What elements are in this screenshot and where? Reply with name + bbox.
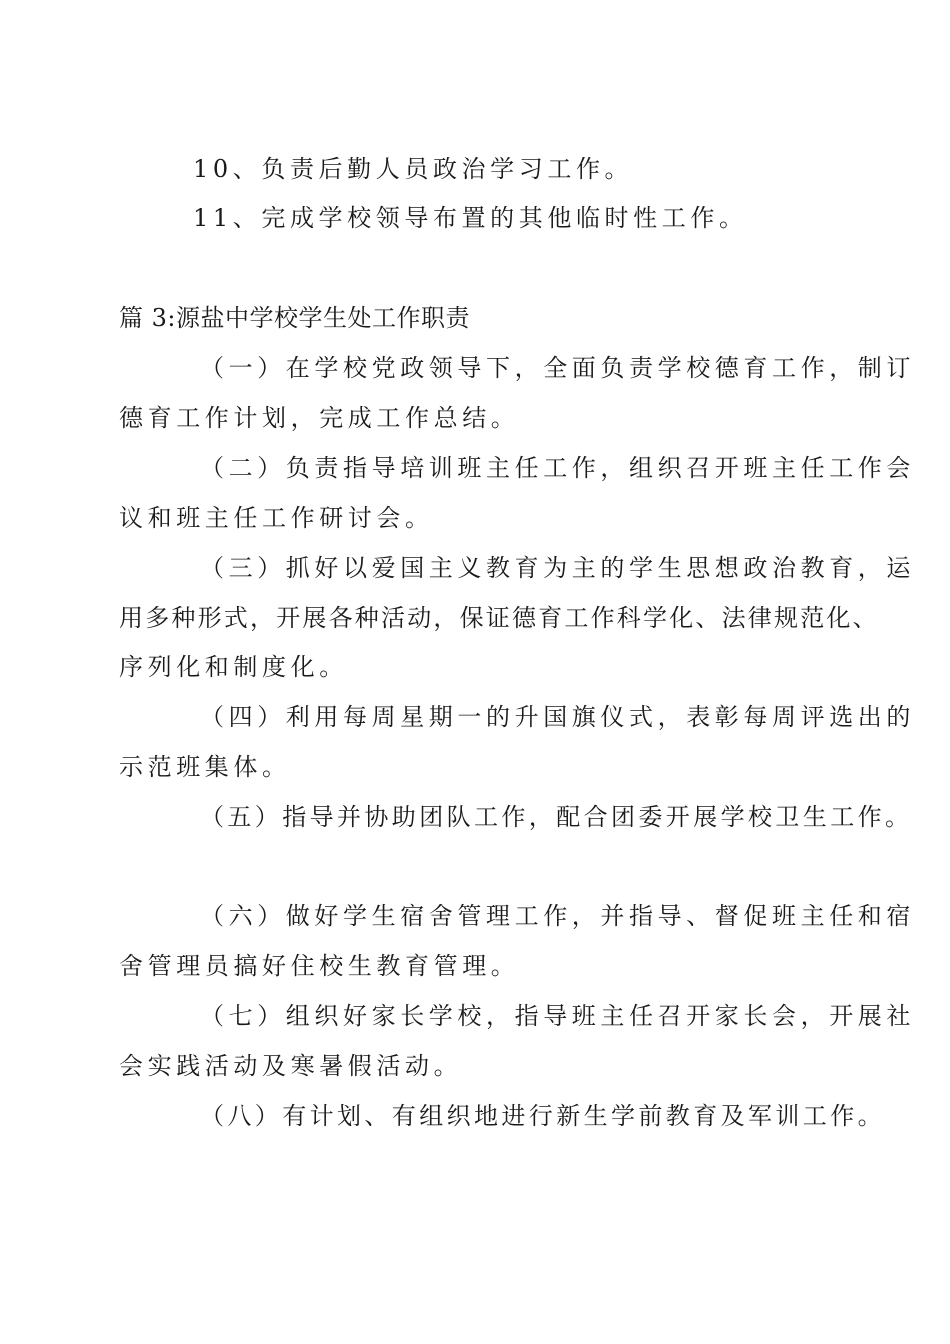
paragraph-2-line-2: 议和班主任工作研讨会。 <box>119 504 434 532</box>
paragraph-8-line-1: （八）有计划、有组织地进行新生学前教育及军训工作。 <box>200 1102 885 1130</box>
item-11-line: 11、完成学校领导布置的其他临时性工作。 <box>193 204 748 232</box>
paragraph-4-line-1: （四）利用每周星期一的升国旗仪式，表彰每周评选出的 <box>200 703 915 731</box>
paragraph-5-line-1: （五）指导并协助团队工作，配合团委开展学校卫生工作。 <box>200 803 913 831</box>
item-10-line: 10、负责后勤人员政治学习工作。 <box>193 155 634 183</box>
paragraph-3-line-1: （三）抓好以爱国主义教育为主的学生思想政治教育，运 <box>200 554 915 582</box>
paragraph-3-line-3: 序列化和制度化。 <box>119 653 348 681</box>
paragraph-1-line-1: （一）在学校党政领导下，全面负责学校德育工作，制订 <box>200 354 915 382</box>
section-heading: 篇 3:源盐中学校学生处工作职责 <box>119 304 470 332</box>
paragraph-3-line-2: 用多种形式，开展各种活动，保证德育工作科学化、法律规范化、 <box>119 604 879 632</box>
paragraph-4-line-2: 示范班集体。 <box>119 753 291 781</box>
paragraph-1-line-2: 德育工作计划，完成工作总结。 <box>119 404 520 432</box>
paragraph-6-line-1: （六）做好学生宿舍管理工作，并指导、督促班主任和宿 <box>200 902 915 930</box>
paragraph-6-line-2: 舍管理员搞好住校生教育管理。 <box>119 952 520 980</box>
paragraph-2-line-1: （二）负责指导培训班主任工作，组织召开班主任工作会 <box>200 454 915 482</box>
paragraph-7-line-2: 会实践活动及寒暑假活动。 <box>119 1052 463 1080</box>
paragraph-7-line-1: （七）组织好家长学校，指导班主任召开家长会，开展社 <box>200 1002 915 1030</box>
